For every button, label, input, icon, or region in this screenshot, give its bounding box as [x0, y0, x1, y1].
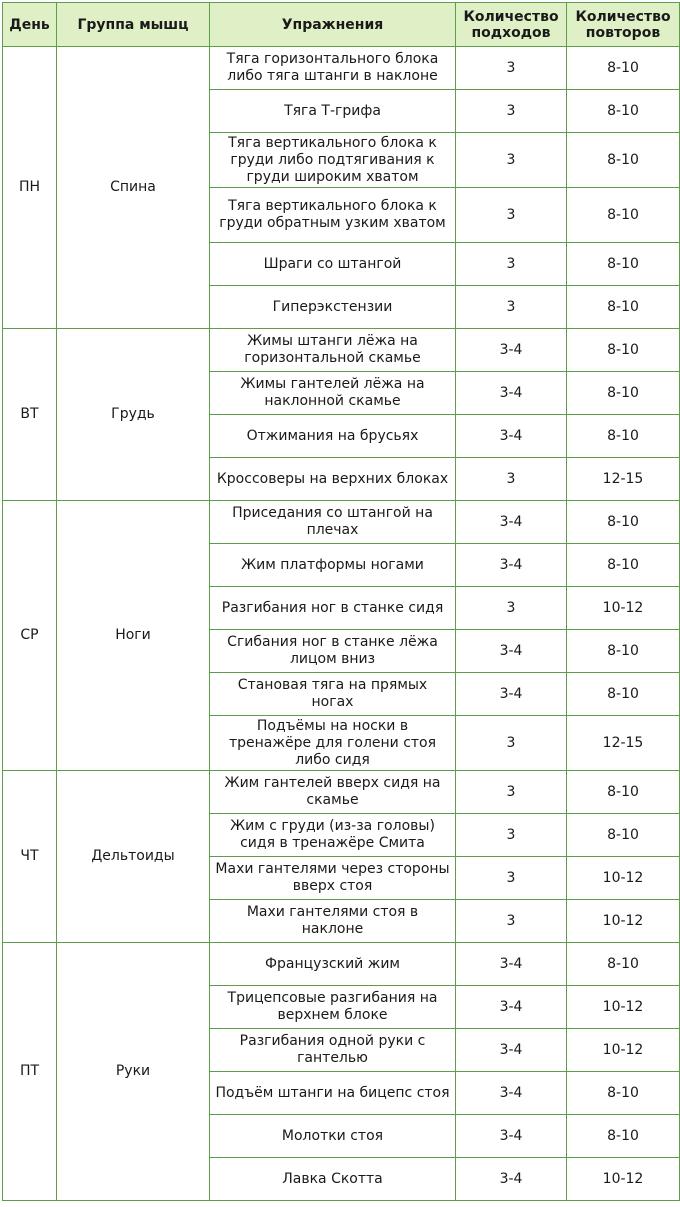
reps-cell: 10-12: [567, 587, 680, 630]
reps-cell: 8-10: [567, 1115, 680, 1158]
exercise-cell: Приседания со штангой на плечах: [210, 501, 456, 544]
exercise-cell: Лавка Скотта: [210, 1158, 456, 1201]
exercise-cell: Кроссоверы на верхних блоках: [210, 458, 456, 501]
exercise-cell: Отжимания на брусьях: [210, 415, 456, 458]
sets-cell: 3: [456, 90, 567, 133]
exercise-cell: Гиперэкстензии: [210, 286, 456, 329]
muscle-group-cell: Спина: [57, 47, 210, 329]
reps-cell: 8-10: [567, 188, 680, 243]
reps-cell: 10-12: [567, 900, 680, 943]
reps-cell: 8-10: [567, 243, 680, 286]
exercise-cell: Тяга вертикального блока к груди обратным узким хватом: [210, 188, 456, 243]
muscle-group-cell: Руки: [57, 943, 210, 1201]
exercise-cell: Жим с груди (из-за головы) сидя в тренажёре Смита: [210, 814, 456, 857]
sets-cell: 3: [456, 857, 567, 900]
muscle-group-cell: Дельтоиды: [57, 771, 210, 943]
header-row: [3, 3, 680, 47]
reps-cell: 12-15: [567, 458, 680, 501]
exercise-cell: Шраги со штангой: [210, 243, 456, 286]
exercise-cell: Тяга вертикального блока к груди либо подтягивания к груди широким хватом: [210, 133, 456, 188]
header-day: День: [3, 3, 57, 47]
reps-cell: 8-10: [567, 673, 680, 716]
day-cell: ЧТ: [3, 771, 57, 943]
header-sets: Количество подходов: [456, 3, 567, 47]
sets-cell: 3: [456, 458, 567, 501]
sets-cell: 3-4: [456, 986, 567, 1029]
exercise-cell: Трицепсовые разгибания на верхнем блоке: [210, 986, 456, 1029]
table-body: [3, 47, 680, 1201]
sets-cell: 3: [456, 133, 567, 188]
table-row: [3, 501, 680, 544]
sets-cell: 3-4: [456, 501, 567, 544]
reps-cell: 8-10: [567, 943, 680, 986]
day-cell: ВТ: [3, 329, 57, 501]
sets-cell: 3-4: [456, 329, 567, 372]
sets-cell: 3-4: [456, 943, 567, 986]
reps-cell: 8-10: [567, 814, 680, 857]
reps-cell: 8-10: [567, 133, 680, 188]
reps-cell: 8-10: [567, 630, 680, 673]
exercise-cell: Разгибания одной руки с гантелью: [210, 1029, 456, 1072]
exercise-cell: Жимы гантелей лёжа на наклонной скамье: [210, 372, 456, 415]
reps-cell: 8-10: [567, 771, 680, 814]
sets-cell: 3: [456, 587, 567, 630]
exercise-cell: Тяга Т-грифа: [210, 90, 456, 133]
reps-cell: 10-12: [567, 1158, 680, 1201]
day-cell: ПН: [3, 47, 57, 329]
header-muscle-group: Группа мышц: [57, 3, 210, 47]
reps-cell: 12-15: [567, 716, 680, 771]
exercise-cell: Сгибания ног в станке лёжа лицом вниз: [210, 630, 456, 673]
exercise-cell: Тяга горизонтального блока либо тяга штанги в наклоне: [210, 47, 456, 90]
reps-cell: 10-12: [567, 857, 680, 900]
sets-cell: 3: [456, 716, 567, 771]
sets-cell: 3-4: [456, 1115, 567, 1158]
workout-table: [2, 2, 680, 1201]
exercise-cell: Жимы штанги лёжа на горизонтальной скамье: [210, 329, 456, 372]
exercise-cell: Махи гантелями стоя в наклоне: [210, 900, 456, 943]
sets-cell: 3: [456, 814, 567, 857]
sets-cell: 3: [456, 900, 567, 943]
header-exercises: Упражнения: [210, 3, 456, 47]
reps-cell: 10-12: [567, 986, 680, 1029]
sets-cell: 3-4: [456, 372, 567, 415]
sets-cell: 3-4: [456, 1158, 567, 1201]
exercise-cell: Подъёмы на носки в тренажёре для голени стоя либо сидя: [210, 716, 456, 771]
reps-cell: 8-10: [567, 372, 680, 415]
reps-cell: 8-10: [567, 90, 680, 133]
exercise-cell: Жим гантелей вверх сидя на скамье: [210, 771, 456, 814]
sets-cell: 3-4: [456, 415, 567, 458]
reps-cell: 8-10: [567, 329, 680, 372]
reps-cell: 8-10: [567, 544, 680, 587]
day-cell: ПТ: [3, 943, 57, 1201]
exercise-cell: Махи гантелями через стороны вверх стоя: [210, 857, 456, 900]
exercise-cell: Молотки стоя: [210, 1115, 456, 1158]
sets-cell: 3: [456, 771, 567, 814]
exercise-cell: Разгибания ног в станке сидя: [210, 587, 456, 630]
sets-cell: 3: [456, 243, 567, 286]
sets-cell: 3-4: [456, 673, 567, 716]
table-row: [3, 943, 680, 986]
exercise-cell: Подъём штанги на бицепс стоя: [210, 1072, 456, 1115]
reps-cell: 10-12: [567, 1029, 680, 1072]
exercise-cell: Становая тяга на прямых ногах: [210, 673, 456, 716]
day-cell: СР: [3, 501, 57, 771]
reps-cell: 8-10: [567, 47, 680, 90]
sets-cell: 3-4: [456, 1072, 567, 1115]
sets-cell: 3-4: [456, 1029, 567, 1072]
reps-cell: 8-10: [567, 286, 680, 329]
muscle-group-cell: Грудь: [57, 329, 210, 501]
sets-cell: 3-4: [456, 544, 567, 587]
reps-cell: 8-10: [567, 415, 680, 458]
sets-cell: 3: [456, 286, 567, 329]
sets-cell: 3: [456, 47, 567, 90]
sets-cell: 3: [456, 188, 567, 243]
header-reps: Количество повторов: [567, 3, 680, 47]
exercise-cell: Жим платформы ногами: [210, 544, 456, 587]
muscle-group-cell: Ноги: [57, 501, 210, 771]
sets-cell: 3-4: [456, 630, 567, 673]
table-row: [3, 47, 680, 90]
reps-cell: 8-10: [567, 501, 680, 544]
reps-cell: 8-10: [567, 1072, 680, 1115]
table-row: [3, 329, 680, 372]
table-row: [3, 771, 680, 814]
exercise-cell: Французский жим: [210, 943, 456, 986]
